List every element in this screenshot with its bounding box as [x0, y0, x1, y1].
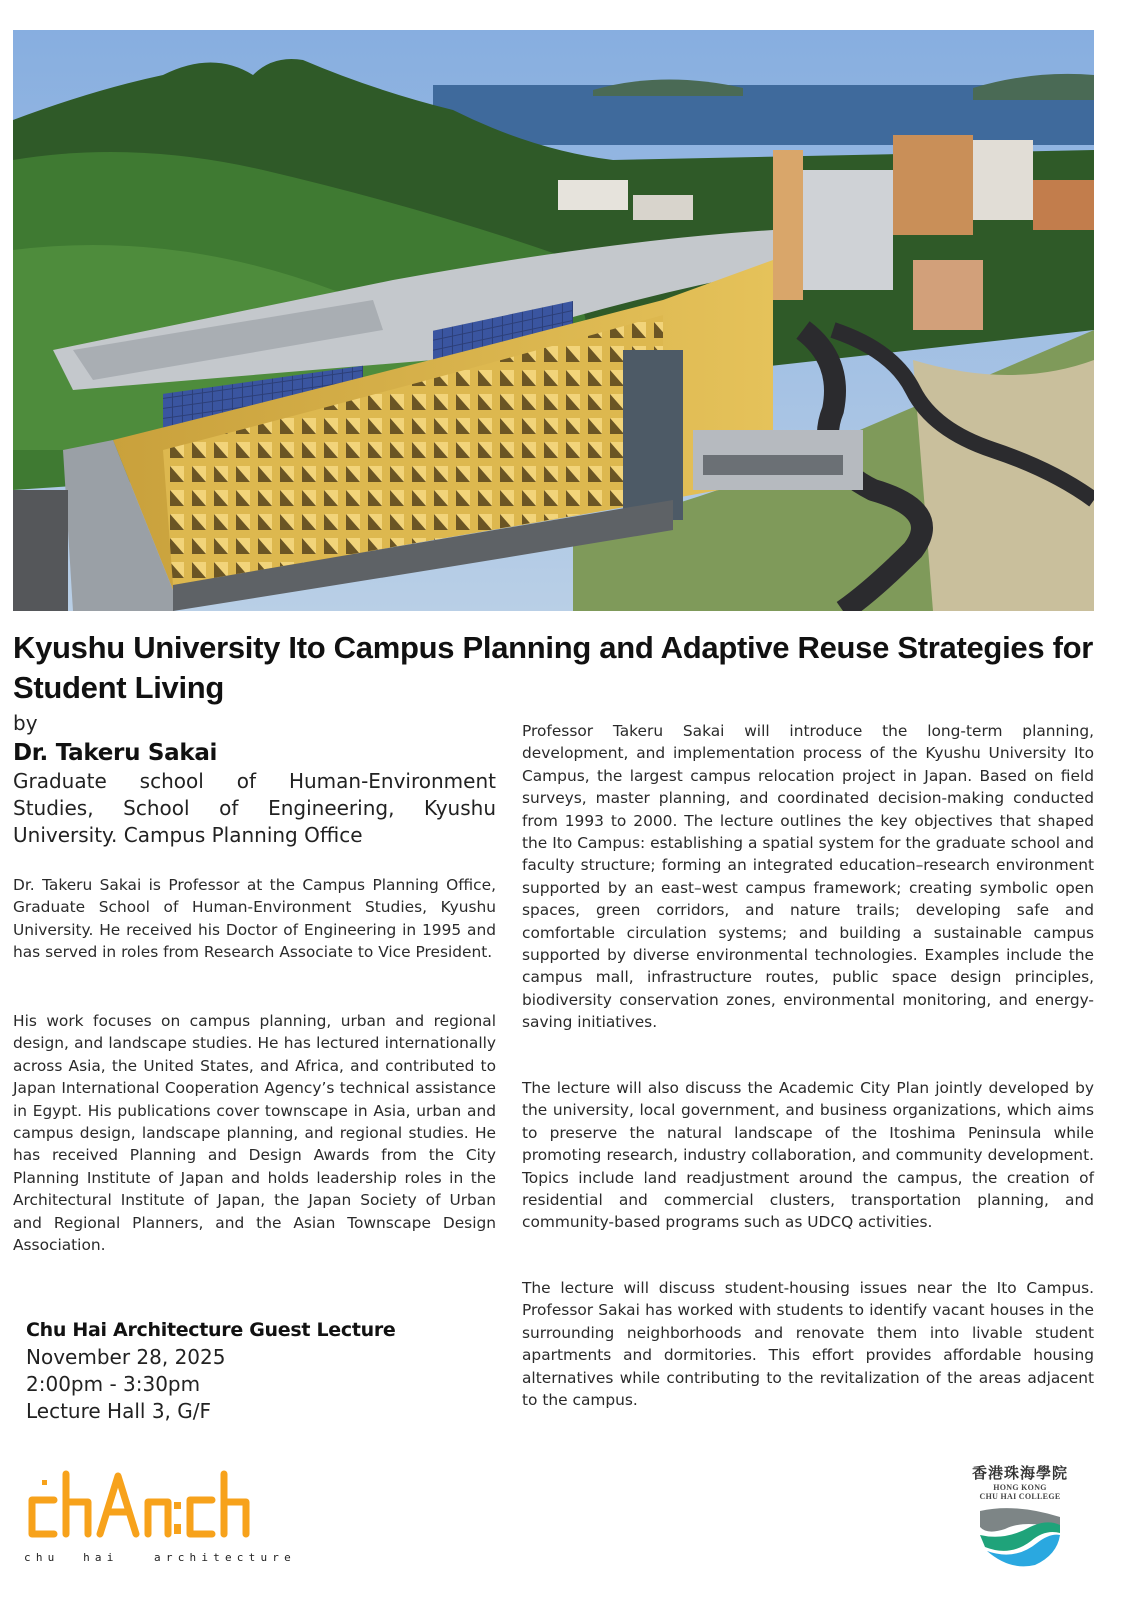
chanch-subtitle: chu hai architecture — [24, 1551, 296, 1564]
hkchc-logo — [965, 1462, 1075, 1569]
hkchc-chinese-name: 香港珠海學院 — [971, 1464, 1068, 1482]
hkchc-english-line1: HONG KONG — [993, 1483, 1047, 1492]
campus-aerial-image — [13, 30, 1094, 611]
abstract-paragraph: The lecture will also discuss the Academic City Plan jointly developed by the university, local government, and business organizations, which aims to preserve the natural landscape of the Itoshima Peninsula while promoting research, industry collaboration, and community development. Topics include land readjustment around the campus, the creation of residential and commercial clusters, transportation planning, and community-based programs such as UDCQ activities. — [522, 1079, 1094, 1232]
bio-paragraph: Dr. Takeru Sakai is Professor at the Campus Planning Office, Graduate School of Human-Environment Studies, Kyushu University. He received his Doctor of Engineering in 1995 and has served in roles from Research Associate to Vice President. — [13, 876, 496, 962]
event-venue: Lecture Hall 3, G/F — [26, 1399, 211, 1423]
hero-photo — [13, 30, 1094, 611]
event-info — [26, 1317, 396, 1425]
event-date: November 28, 2025 — [26, 1345, 226, 1369]
abstract-paragraph: The lecture will discuss student-housing issues near the Ito Campus. Professor Sakai has worked with students to identify vacant houses in the surrounding neighborhoods and renovate them into livable student apartments and dormitories. This effort provides affordable housing alternatives while contributing to the revitalization of the areas adjacent to the campus. — [522, 1279, 1094, 1410]
by-label: by — [13, 711, 38, 735]
chanch-logo — [22, 1466, 262, 1540]
lecture-title: Kyushu University Ito Campus Planning and Adaptive Reuse Strategies for Student Living — [13, 630, 1094, 705]
wave-emblem-icon — [975, 1505, 1065, 1569]
event-series: Chu Hai Architecture Guest Lecture — [26, 1319, 396, 1341]
event-time: 2:00pm - 3:30pm — [26, 1372, 201, 1396]
speaker-name: Dr. Takeru Sakai — [13, 740, 218, 766]
abstract-paragraph: Professor Takeru Sakai will introduce the long-term planning, development, and implementation process of the Kyushu University Ito Campus, the largest campus relocation project in Japan. Based on field surveys, master planning, and coordinated decision-making conducted from 1993 to 2000. The lecture outlines the key objectives that shaped the Ito Campus: establishing a spatial system for the graduate school and faculty structure; forming an integrated education–research environment supported by an east–west campus framework; creating symbolic open spaces, green corridors, and nature trails; developing safe and comfortable circulation systems; and building a sustainable campus supported by diverse environmental technologies. Examples include the campus mall, infrastructure routes, public space design principles, biodiversity conservation zones, environmental monitoring, and energy-saving initiatives. — [522, 722, 1094, 1032]
hkchc-english-line2: CHU HAI COLLEGE — [979, 1492, 1061, 1501]
bio-paragraph: His work focuses on campus planning, urban and regional design, and landscape studies. He has lectured internationally across Asia, the United States, and Africa, and contributed to Japan International Cooperation Agency’s technical assistance in Egypt. His publications cover townscape in Asia, urban and campus design, landscape planning, and regional studies. He has received Planning and Design Awards from the City Planning Institute of Japan and holds leadership roles in the Architectural Institute of Japan, the Japan Society of Urban and Regional Planners, and the Asian Townscape Design Association. — [13, 1012, 496, 1255]
speaker-affiliation: Graduate school of Human-Environment Studies, School of Engineering, Kyushu University. Campus Planning Office — [13, 769, 496, 847]
